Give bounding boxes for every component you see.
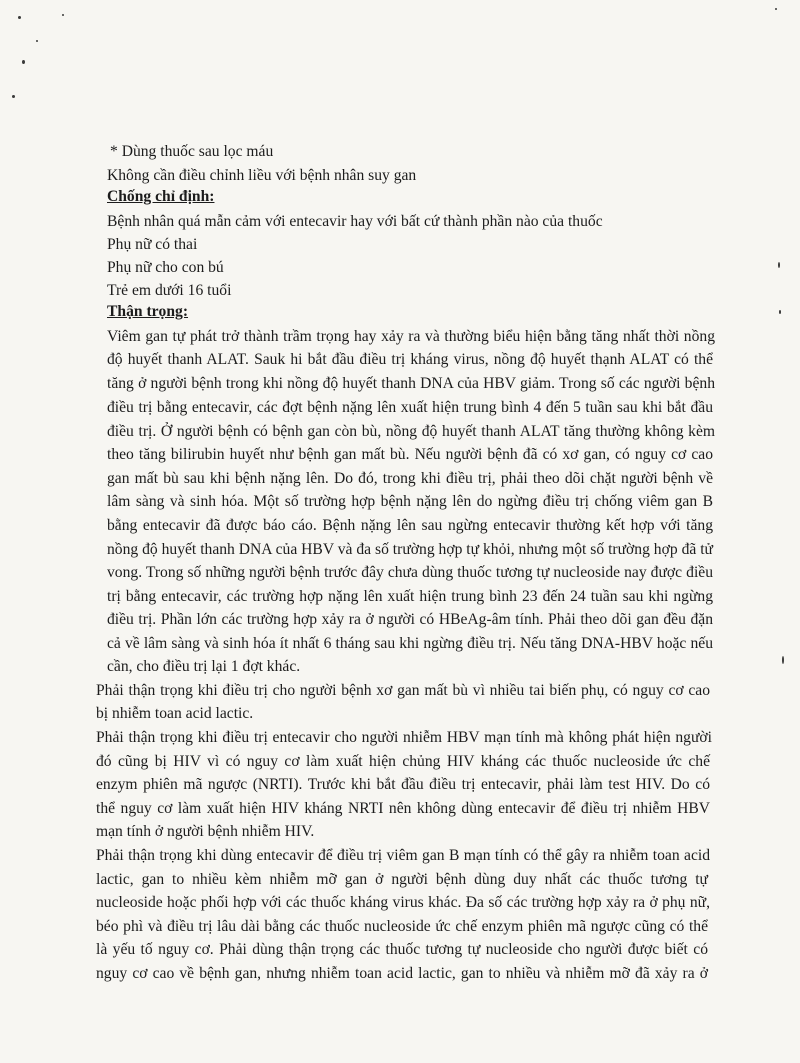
- scan-speck: [775, 8, 777, 10]
- text-line: trị bằng entecavir, các trường hợp nặng lên xuất hiện trung bình 23 đến 24 tuần sau khi ngừng: [107, 588, 713, 605]
- text-line: điều trị. Ở người bệnh có bệnh gan còn bù, nồng độ huyết thanh ALAT tăng thường không kèm: [107, 423, 715, 440]
- scan-speck: [22, 60, 25, 64]
- text-line: Bệnh nhân quá mẫn cảm với entecavir hay với bất cứ thành phần nào của thuốc: [107, 213, 603, 230]
- text-line: bị nhiễm toan acid lactic.: [96, 705, 254, 722]
- text-line: tăng ở người bệnh trong khi nồng độ huyết thanh DNA của HBV giảm. Trong số các người bệnh: [107, 375, 715, 392]
- text-line: điều trị. Phần lớn các trường hợp xảy ra ở người có HBeAg-âm tính. Phải theo dõi gan đều đặn: [107, 611, 713, 628]
- text-line: nồng độ huyết thanh DNA của HBV và đa số trường hợp tự khỏi, nhưng một số trường hợp đã tử: [107, 541, 713, 558]
- text-line: thể nguy cơ làm xuất hiện HIV kháng NRTI nên không dùng entecavir để điều trị nhiễm HBV: [96, 800, 710, 817]
- text-line: đó cũng bị HIV vì có nguy cơ làm xuất hiện chủng HIV kháng các thuốc nucleoside ức chế: [96, 753, 710, 770]
- text-line: điều trị bằng entecavir, các đợt bệnh nặng lên xuất hiện trung bình 4 đến 5 tuần sau khi bắt đầu: [107, 399, 713, 416]
- section-heading-precautions: Thận trọng:: [107, 303, 189, 320]
- text-line: bằng entecavir đã được báo cáo. Bệnh nặng lên sau ngừng entecavir thường kết hợp với tăng: [107, 517, 713, 534]
- text-line: độ huyết thanh ALAT. Sauk hi bắt đầu điều trị kháng virus, nồng độ huyết thạnh ALAT có thể: [107, 351, 713, 368]
- text-line: theo tăng bilirubin huyết như bệnh gan mất bù. Nếu người bệnh đã có xơ gan, có nguy cơ cao: [107, 446, 713, 463]
- scan-speck: [18, 16, 21, 19]
- text-line: Viêm gan tự phát trở thành trầm trọng hay xảy ra và thường biểu hiện bằng tăng nhất thời nồng: [107, 328, 715, 345]
- scan-speck: [12, 95, 15, 98]
- scan-speck: [782, 656, 784, 664]
- text-line: cần, cho điều trị lại 1 đợt khác.: [107, 658, 301, 675]
- text-line: Phải thận trọng khi dùng entecavir để điều trị viêm gan B mạn tính có thể gây ra nhiễm toan acid: [96, 847, 710, 864]
- text-line: Phải thận trọng khi điều trị cho người bệnh xơ gan mất bù vì nhiều tai biến phụ, có nguy cơ cao: [96, 682, 710, 699]
- section-heading-contraindications: Chống chỉ định:: [107, 188, 215, 205]
- text-line: Phải thận trọng khi điều trị entecavir cho người nhiễm HBV mạn tính mà không phát hiện người: [96, 729, 712, 746]
- text-line: cả về lâm sàng và sinh hóa ít nhất 6 tháng sau khi ngừng điều trị. Nếu tăng DNA-HBV hoặc nếu: [107, 635, 713, 652]
- scan-speck: [778, 262, 780, 268]
- text-line: là yếu tố nguy cơ. Phải dùng thận trọng các thuốc tương tự nucleoside cho người được biết có: [96, 941, 708, 958]
- text-line: gan mất bù sau khi bệnh nặng lên. Do đó, trong khi điều trị, phải theo dõi chặt người bệnh về: [107, 470, 713, 487]
- text-line: béo phì và điều trị lâu dài bằng các thuốc nucleoside ức chế enzym phiên mã ngược cũng có thể: [96, 918, 708, 935]
- text-line: enzym phiên mã ngược (NRTI). Trước khi bắt đầu điều trị entecavir, phải làm test HIV. Do có: [96, 776, 710, 793]
- text-line: vong. Trong số những người bệnh trước đây chưa dùng thuốc tương tự nucleoside nay được điều: [107, 564, 713, 581]
- text-line: nucleoside hoặc phối hợp với các thuốc kháng virus khác. Đa số các trường hợp xảy ra ở phụ nữ,: [96, 894, 710, 911]
- text-line: lâm sàng và sinh hóa. Một số trường hợp bệnh nặng lên do ngừng điều trị chống viêm gan B: [107, 493, 713, 510]
- text-line: * Dùng thuốc sau lọc máu: [110, 143, 274, 160]
- text-line: Trẻ em dưới 16 tuổi: [107, 282, 232, 299]
- scan-speck: [62, 14, 64, 16]
- scan-speck: [779, 310, 781, 314]
- text-line: nguy cơ cao về bệnh gan, nhưng nhiễm toan acid lactic, gan to nhiều và nhiễm mỡ đã xảy ra ở: [96, 965, 708, 982]
- text-line: Phụ nữ cho con bú: [107, 259, 224, 276]
- text-line: mạn tính ở người bệnh nhiễm HIV.: [96, 823, 315, 840]
- text-line: Phụ nữ có thai: [107, 236, 198, 253]
- text-line: lactic, gan to nhiều kèm nhiễm mỡ gan ở người bệnh dùng duy nhất các thuốc tương tự: [96, 871, 708, 888]
- scan-speck: [36, 40, 38, 42]
- text-line: Không cần điều chỉnh liều với bệnh nhân suy gan: [107, 167, 417, 184]
